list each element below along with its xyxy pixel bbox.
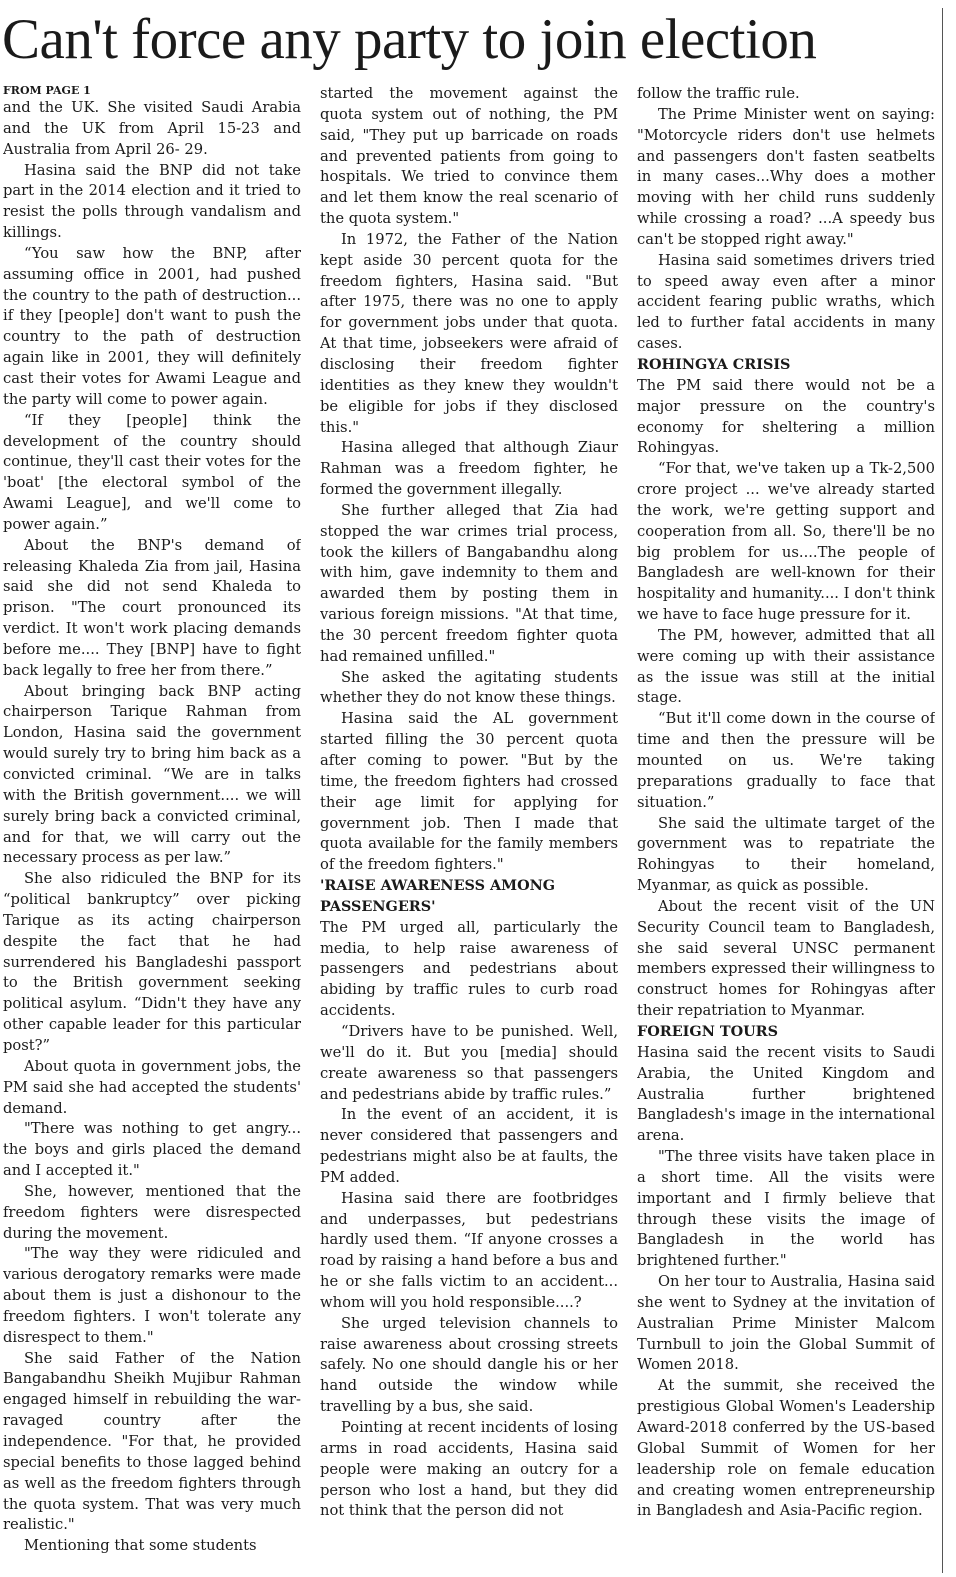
subhead-rohingya-crisis: ROHINGYA CRISIS	[637, 355, 791, 373]
paragraph: started the movement against the quota system out of nothing, the PM said, "They put up barricade on roads and prevented patients from going to hospitals. We tried to convince them and let them know the real scenario of the quota system."	[320, 85, 618, 228]
paragraph: “For that, we've taken up a Tk-2,500 crore project ... we've already started the work, we're getting support and cooperation from all. So, there'll be no big problem for us....The people of Bangladesh are well-known for their hospitality and humanity.... I don't think we have to face huge pressure for it.	[637, 460, 935, 624]
paragraph: She further alleged that Zia had stopped the war crimes trial process, took the killers of Bangabandhu along with him, gave indemnity to them and awarded them by posting them in various foreign missions. "At that time, the 30 percent freedom fighter quota had remained unfilled."	[320, 501, 618, 665]
paragraph: She, however, mentioned that the freedom fighters were disrespected during the movement.	[3, 1182, 301, 1242]
paragraph: “Drivers have to be punished. Well, we'll do it. But you [media] should create awareness so that passengers and pedestrians abide by traffic rules.”	[320, 1022, 618, 1103]
paragraph: The PM urged all, particularly the media, to help raise awareness of passengers and pedestrians about abiding by traffic rules to curb road accidents.	[320, 918, 618, 1020]
subhead-foreign-tours: FOREIGN TOURS	[637, 1022, 779, 1040]
paragraph: In the event of an accident, it is never considered that passengers and pedestrians might also be at faults, the PM added.	[320, 1106, 618, 1186]
paragraph: On her tour to Australia, Hasina said she went to Sydney at the invitation of Australian Prime Minister Malcom Turnbull to join the Global Summit of Women 2018.	[637, 1273, 935, 1374]
paragraph: "The way they were ridiculed and various derogatory remarks were made about them is just a dishonour to the freedom fighters. I won't tolerate any disrespect to them."	[3, 1245, 301, 1346]
paragraph: and the UK. She visited Saudi Arabia and the UK from April 15-23 and Australia from April 26- 29.	[3, 99, 301, 158]
paragraph: About the BNP's demand of releasing Khaleda Zia from jail, Hasina said she did not send Khaleda to prison. "The court pronounced its verdict. It won't work placing demands before me.... They [BNP] have to fight back legally to free her from there.”	[3, 536, 301, 679]
paragraph: At the summit, she received the prestigious Global Women's Leadership Award-2018 conferred by the US-based Global Summit of Women for her leadership role on female education and creating women entrepreneurship in Bangladesh and Asia-Pacific region.	[637, 1377, 935, 1520]
paragraph: follow the traffic rule.	[637, 85, 800, 102]
paragraph: Hasina alleged that although Ziaur Rahman was a freedom fighter, he formed the government illegally.	[320, 439, 618, 499]
paragraph: She said Father of the Nation Bangabandhu Sheikh Mujibur Rahman engaged himself in rebuilding the war-ravaged country after the independence. "For that, he provided special benefits to those lagged behind as well as the freedom fighters through the quota system. That was very much realistic."	[3, 1349, 301, 1534]
paragraph: She said the ultimate target of the government was to repatriate the Rohingyas to their homeland, Myanmar, as quick as possible.	[637, 814, 935, 895]
paragraph: In 1972, the Father of the Nation kept aside 30 percent quota for the freedom fighters, Hasina said. "But after 1975, there was no one to apply for government jobs under that quota. At that time, jobseekers were afraid of disclosing their freedom fighter identities as they knew they wouldn't be eligible for jobs if they disclosed this."	[320, 230, 618, 436]
paragraph: About the recent visit of the UN Security Council team to Bangladesh, she said several UNSC permanent members expressed their willingness to construct homes for Rohingyas after their repatriation to Myanmar.	[637, 897, 935, 1020]
paragraph: “If they [people] think the development of the country should continue, they'll cast their votes for the 'boat' [the electoral symbol of the Awami League], and we'll come to power again.”	[3, 411, 301, 533]
paragraph: She also ridiculed the BNP for its “political bankruptcy” over picking Tarique as its acting chairperson despite the fact that he had surrendered his Bangladeshi passport to the British government seeking political asylum. “Didn't they have any other capable leader for this particular post?”	[3, 870, 301, 1054]
paragraph: Hasina said there are footbridges and underpasses, but pedestrians hardly used them. “If anyone crosses a road by raising a hand before a bus and he or she falls victim to an accident... whom will you hold responsible....?	[320, 1189, 618, 1311]
paragraph: “You saw how the BNP, after assuming office in 2001, had pushed the country to the path of destruction... if they [people] don't want to push the country to the path of destruction again like in 2001, they will definitely cast their votes for Awami League and the party will come to power again.	[3, 244, 301, 408]
column-2	[320, 84, 618, 1574]
paragraph: "There was nothing to get angry... the boys and girls placed the demand and I accepted it."	[3, 1120, 301, 1180]
column-3	[637, 84, 935, 1574]
paragraph: About quota in government jobs, the PM said she had accepted the students' demand.	[3, 1057, 301, 1117]
from-page-label: FROM PAGE 1	[3, 84, 91, 97]
paragraph: Pointing at recent incidents of losing arms in road accidents, Hasina said people were making an outcry for a person who lost a hand, but they did not think that the person did not	[320, 1419, 618, 1520]
paragraph: She asked the agitating students whether they do not know these things.	[320, 668, 618, 707]
paragraph: Mentioning that some students	[24, 1537, 257, 1555]
paragraph: The PM said there would not be a major pressure on the country's economy for sheltering a million Rohingyas.	[637, 376, 935, 457]
paragraph: The Prime Minister went on saying: "Motorcycle riders don't use helmets and passengers don't fasten seatbelts in many cases...Why does a mother moving with her child runs suddenly while crossing a road? ...A speedy bus can't be stopped right away."	[637, 105, 935, 248]
paragraph: Hasina said the BNP did not take part in the 2014 election and it tried to resist the polls through vandalism and killings.	[3, 161, 301, 242]
subhead-raise-awareness: 'RAISE AWARENESS AMONG PASSENGERS'	[320, 877, 556, 915]
paragraph: About bringing back BNP acting chairperson Tarique Rahman from London, Hasina said the government would surely try to bring him back as a convicted criminal. “We are in talks with the British government.... we will surely bring back a convicted criminal, and for that, we will carry out the necessary process as per law.”	[3, 682, 301, 867]
paragraph: "The three visits have taken place in a short time. All the visits were important and I firmly believe that through these visits the image of Bangladesh in the world has brightened further."	[637, 1148, 935, 1270]
column-1	[3, 84, 301, 1574]
column-rule	[942, 8, 943, 1573]
paragraph: The PM, however, admitted that all were coming up with their assistance as the issue was still at the initial stage.	[637, 626, 935, 707]
paragraph: Hasina said sometimes drivers tried to speed away even after a minor accident fearing public wraths, which led to further fatal accidents in many cases.	[637, 251, 935, 353]
paragraph: “But it'll come down in the course of time and then the pressure will be mounted on us. We're taking preparations gradually to face that situation.”	[637, 710, 935, 811]
headline: Can't force any party to join election	[2, 8, 817, 71]
paragraph: She urged television channels to raise awareness about crossing streets safely. No one should dangle his or her hand outside the window while travelling by a bus, she said.	[320, 1314, 618, 1416]
paragraph: Hasina said the recent visits to Saudi Arabia, the United Kingdom and Australia further brightened Bangladesh's image in the international arena.	[637, 1043, 935, 1145]
paragraph: Hasina said the AL government started filling the 30 percent quota after coming to power. "But by the time, the freedom fighters had crossed their age limit for applying for government job. Then I made that quota available for the family members of the freedom fighters."	[320, 710, 618, 874]
